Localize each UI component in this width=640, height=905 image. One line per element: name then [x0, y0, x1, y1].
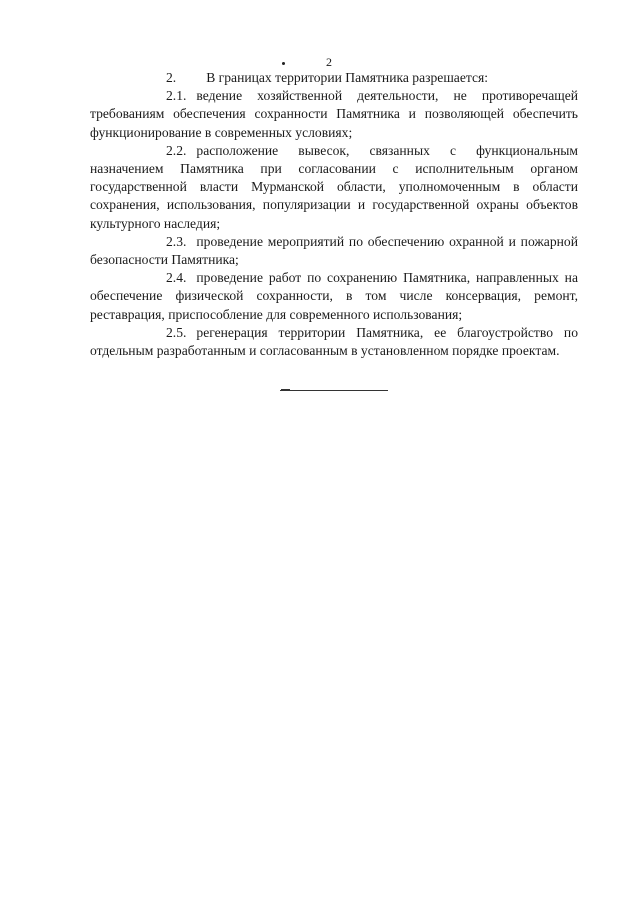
clause-2-4	[90, 269, 578, 324]
clause-2-1	[90, 87, 578, 142]
clause-number: 2.5.	[166, 324, 187, 340]
end-separator-dash	[281, 389, 290, 391]
clause-number: 2.4.	[166, 270, 187, 286]
section-heading-text: В границах территории Памятника разрешается:	[206, 70, 489, 85]
page-number: 2	[326, 55, 332, 69]
clause-text: регенерация территории Памятника, ее благоустройство по отдельным разработанным и согласованным в установленном порядке проектам.	[90, 324, 578, 359]
clause-text: расположение вывесок, связанных с функциональным назначением Памятника при согласовании с исполнительным органом государственной власти Мурманской области, уполномоченным в области сохранения, использования, популяризации и государственной охраны объектов культурного наследия;	[90, 142, 578, 231]
clause-number: 2.3.	[166, 233, 187, 249]
document-body	[90, 69, 578, 360]
end-separator-line	[280, 390, 388, 391]
clause-2-2	[90, 142, 578, 233]
clause-text: проведение работ по сохранению Памятника, направленных на обеспечение физической сохранности, в том числе консервация, ремонт, реставрация, приспособление для современного использования;	[90, 270, 578, 322]
clause-text: проведение мероприятий по обеспечению охранной и пожарной безопасности Памятника;	[90, 233, 578, 268]
clause-text: ведение хозяйственной деятельности, не противоречащей требованиям обеспечения сохранности Памятника и позволяющей обеспечить функционирование в современных условиях;	[90, 88, 578, 140]
clause-2-5	[90, 324, 578, 360]
section-number: 2.	[166, 70, 177, 85]
clause-number: 2.2.	[166, 142, 187, 158]
scan-dot-mark	[282, 62, 285, 65]
clause-number: 2.1.	[166, 88, 187, 104]
clause-2-3	[90, 233, 578, 269]
section-heading	[90, 69, 578, 87]
